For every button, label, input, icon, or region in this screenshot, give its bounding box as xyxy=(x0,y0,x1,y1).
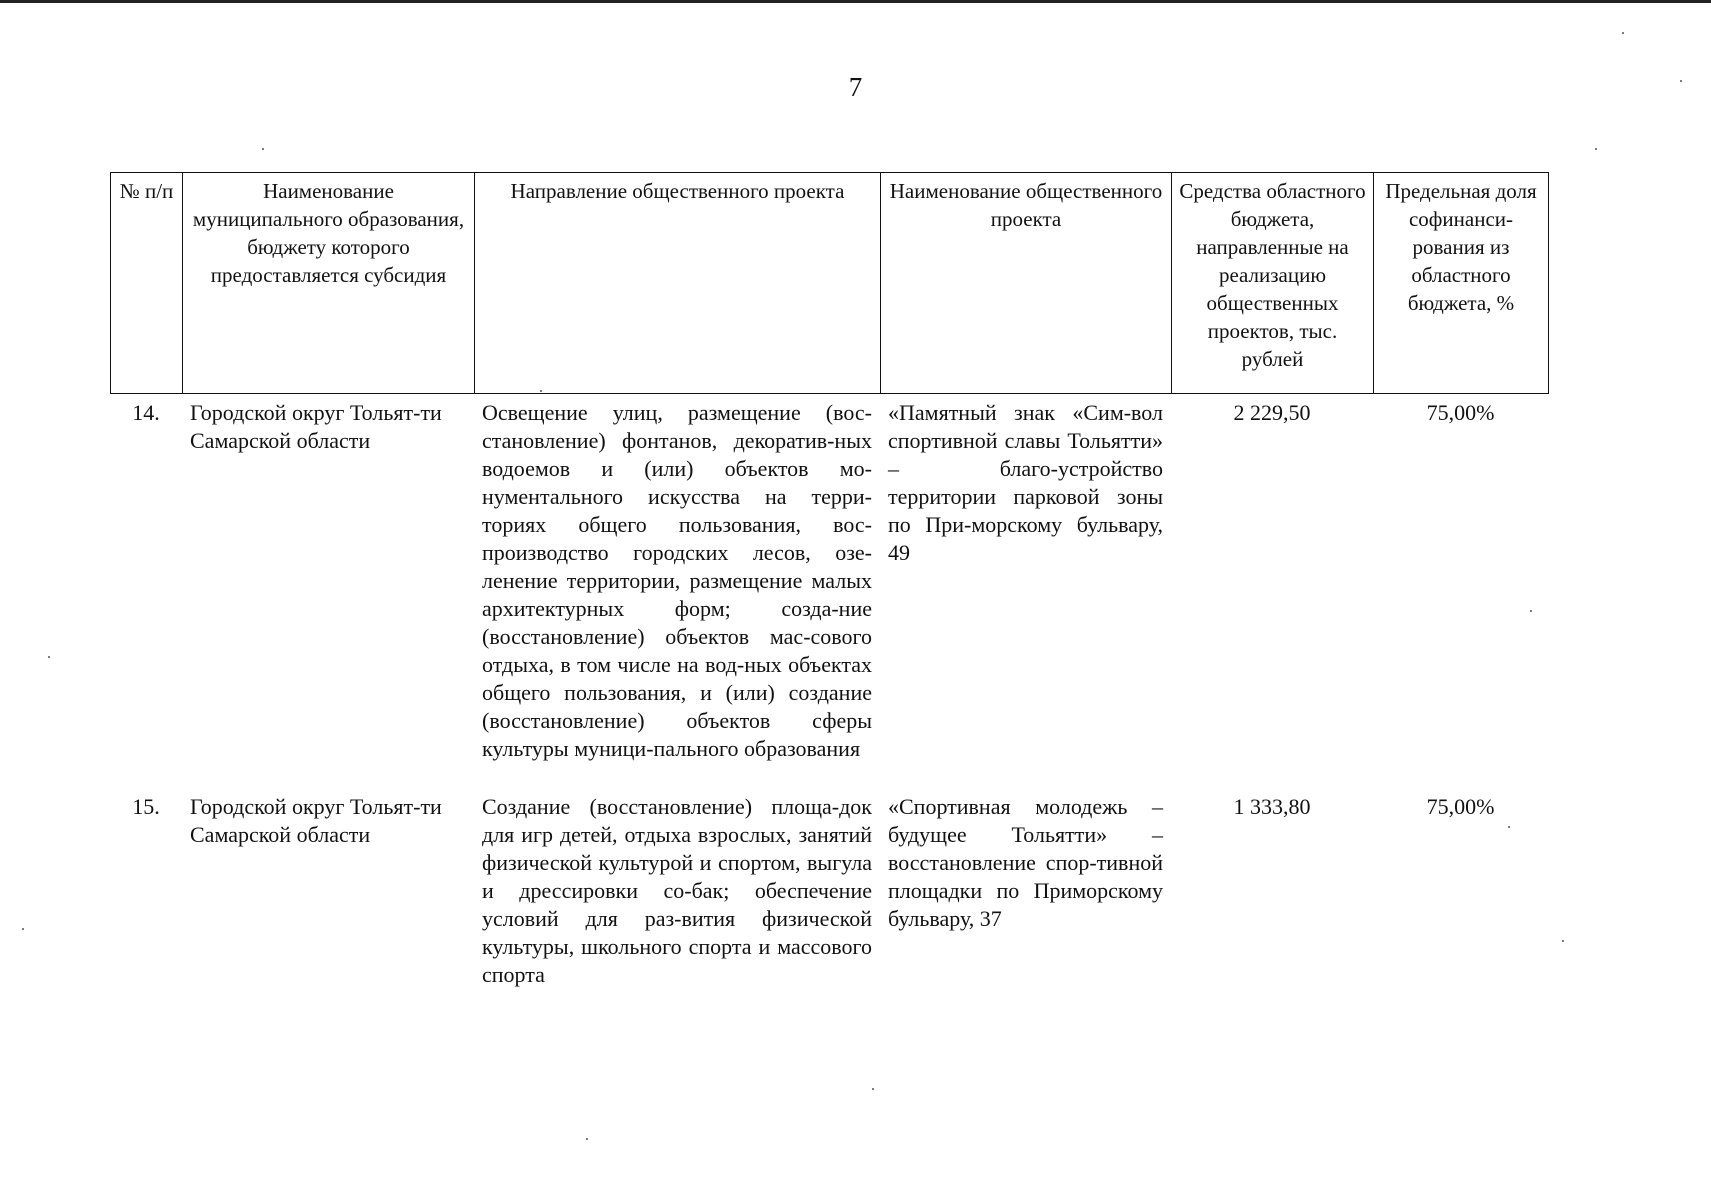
table-header xyxy=(110,172,1549,394)
table-row xyxy=(110,793,1548,989)
share-cell: 75,00% xyxy=(1426,400,1495,425)
header-municipality: Наименование муниципального образования, бюджету которого предоставляется субсидия xyxy=(183,173,475,394)
project-cell: «Памятный знак «Сим-вол спортивной славы Тольятти» – благо-устройство территории парковой зоны по При-морскому бульвару, 49 xyxy=(888,400,1163,565)
header-share: Предельная доля софинанси-рования из областного бюджета, % xyxy=(1374,173,1549,394)
municipality-cell: Городской округ Тольят-ти Самарской области xyxy=(190,400,442,453)
header-direction: Направление общественного проекта xyxy=(475,173,881,394)
scan-speck xyxy=(1530,610,1532,612)
scan-speck xyxy=(1622,32,1624,34)
scan-speck xyxy=(540,390,542,392)
share-cell: 75,00% xyxy=(1426,794,1495,819)
direction-cell: Создание (восстановление) площа-док для игр детей, отдыха взрослых, занятий физической культурой и спортом, выгула и дрессировки со-бак; обеспечение условий для раз-вития физической культуры, школьного спорта и массового спорта xyxy=(482,794,872,987)
scan-top-edge xyxy=(0,0,1711,3)
scan-speck xyxy=(22,928,24,930)
header-project: Наименование общественного проекта xyxy=(881,173,1172,394)
header-row xyxy=(111,173,1549,394)
row-number: 15. xyxy=(132,794,160,819)
header-num: № п/п xyxy=(111,173,183,394)
funds-cell: 1 333,80 xyxy=(1233,794,1311,819)
scan-speck xyxy=(262,148,264,150)
header-funds: Средства областного бюджета, направленные на реализацию общественных проектов, тыс. рублей xyxy=(1172,173,1374,394)
scan-speck xyxy=(48,656,50,658)
municipality-cell: Городской округ Тольят-ти Самарской области xyxy=(190,794,442,847)
table-body xyxy=(110,399,1548,989)
page-number: 7 xyxy=(848,72,863,102)
scan-speck xyxy=(1562,940,1564,942)
funds-cell: 2 229,50 xyxy=(1233,400,1311,425)
scan-speck xyxy=(872,1088,874,1090)
row-number: 14. xyxy=(132,400,160,425)
scan-speck xyxy=(1508,826,1510,828)
project-cell: «Спортивная молодежь – будущее Тольятти» – восстановление спор-тивной площадки по Приморскому бульвару, 37 xyxy=(888,794,1163,931)
direction-cell: Освещение улиц, размещение (вос-становление) фонтанов, декоратив-ных водоемов и (или) объектов мо-нументального искусства на терри-ториях общего пользования, вос-производство городских лесов, озе-ленение территории, размещение малых архитектурных форм; созда-ние (восстановление) объектов мас-сового отдыха, в том числе на вод-ных объектах общего пользования, и (или) создание (восстановление) объектов сферы культуры муници-пального образования xyxy=(482,400,872,761)
scan-speck xyxy=(1595,148,1597,150)
table-row xyxy=(110,399,1548,793)
scan-speck xyxy=(1680,80,1682,82)
scan-speck xyxy=(586,1138,588,1140)
